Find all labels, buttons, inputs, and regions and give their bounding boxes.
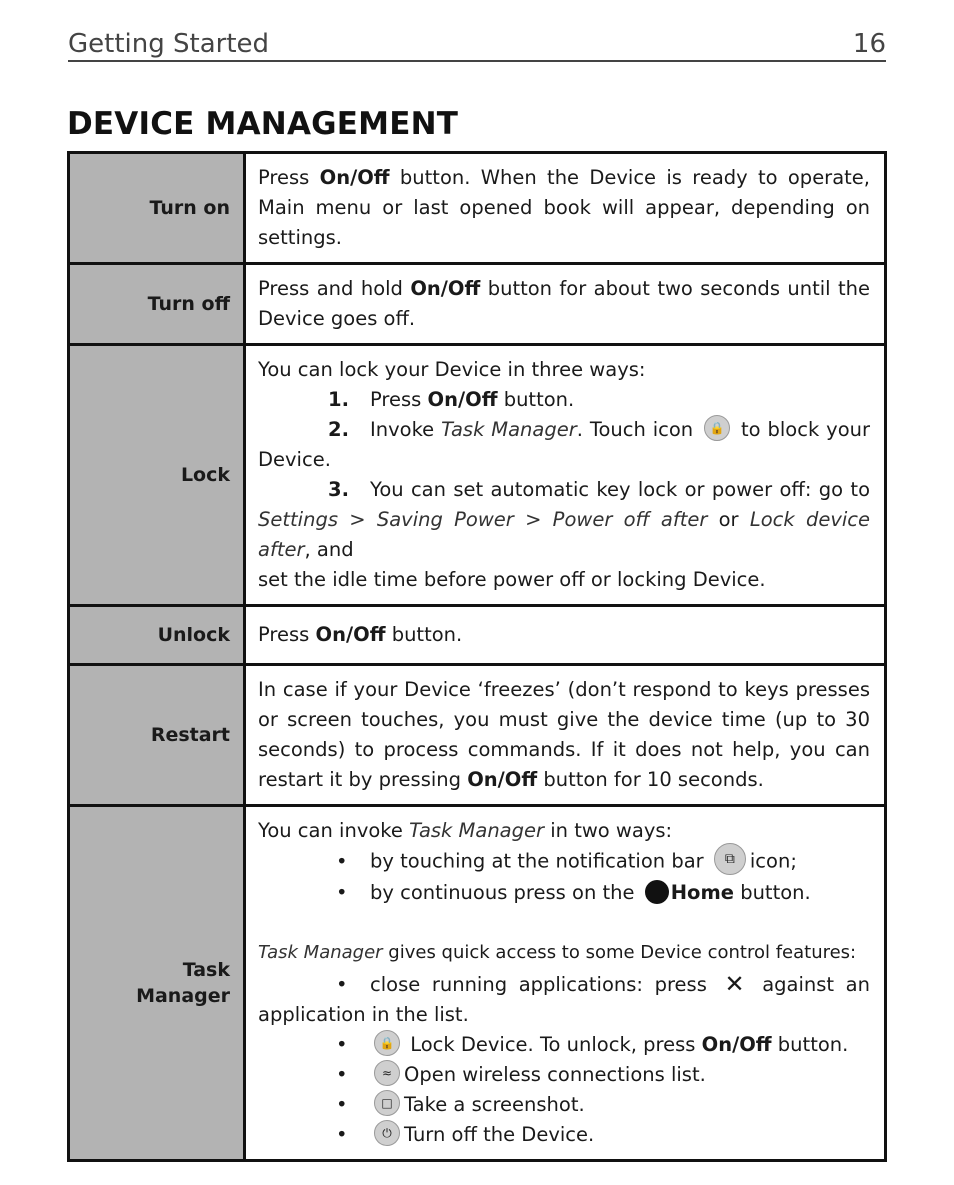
tm-feature-screenshot xyxy=(258,1090,870,1120)
text: . Touch icon xyxy=(576,418,694,441)
text: by touching at the notification bar xyxy=(370,849,704,873)
lock-step-3-cont: set the idle time before power off or locking Device. xyxy=(258,568,766,591)
row-label: Unlock xyxy=(69,606,245,665)
device-management-table xyxy=(67,151,887,1162)
bullet: • xyxy=(336,881,348,904)
onoff-term: On/Off xyxy=(315,623,386,646)
row-description xyxy=(245,806,886,1161)
tm-feature-close xyxy=(258,968,870,1000)
onoff-term: On/Off xyxy=(467,768,538,791)
text: button. xyxy=(497,388,575,411)
text: In case if your Device ‘freezes’ (don’t respond to keys presses or screen touches, you must give the device time (up to 30 seconds) to process commands. If it does not help, you can restart it by pressing xyxy=(258,678,870,791)
bullet: • xyxy=(336,1123,348,1146)
label-line: Task xyxy=(182,959,230,981)
row-description xyxy=(245,606,886,665)
text: in two ways: xyxy=(544,819,673,842)
wifi-icon: ≈ xyxy=(374,1060,400,1086)
table-row-turn-on xyxy=(69,153,886,264)
text: button. xyxy=(771,1033,849,1056)
tm-way-1 xyxy=(258,846,870,878)
tm-access xyxy=(258,938,870,968)
onoff-term: On/Off xyxy=(701,1033,772,1056)
onoff-term: On/Off xyxy=(319,166,390,189)
close-icon: ✕ xyxy=(724,970,745,998)
text: by continuous press on the xyxy=(370,881,635,904)
text: against an xyxy=(762,973,870,996)
bullet: • xyxy=(336,849,348,873)
row-description xyxy=(245,345,886,606)
step-number: 2. xyxy=(328,418,349,441)
row-label xyxy=(69,806,245,1161)
label-line: Manager xyxy=(136,985,230,1007)
text: Press xyxy=(258,166,320,189)
text: button for 10 seconds. xyxy=(537,768,764,791)
row-description xyxy=(245,264,886,345)
section-title: Getting Started xyxy=(68,29,270,59)
text: Open wireless connections list. xyxy=(404,1063,706,1086)
step-number: 3. xyxy=(328,478,349,501)
tm-feature-power xyxy=(258,1120,870,1150)
task-manager-term: Task Manager xyxy=(441,418,577,441)
text: button for about two seconds until the Device goes off. xyxy=(258,277,870,330)
page-title: DEVICE MANAGEMENT xyxy=(67,106,459,142)
tm-feature-close-cont: application in the list. xyxy=(258,1003,469,1026)
text: Press and hold xyxy=(258,277,411,300)
text: button. When the Device is ready to operate, Main menu or last opened book will appear, depending on settings. xyxy=(258,166,870,249)
task-manager-icon: ⧉ xyxy=(714,843,746,875)
bullet: • xyxy=(336,1063,348,1086)
text: You can set automatic key lock or power off: go to xyxy=(370,478,870,501)
lock-step-2 xyxy=(258,415,870,445)
lock-icon: 🔒 xyxy=(704,415,730,441)
text: gives quick access to some Device control features: xyxy=(382,942,857,963)
text: Press xyxy=(258,623,316,646)
home-button-icon xyxy=(645,880,669,904)
row-description xyxy=(245,153,886,264)
text: button. xyxy=(734,881,811,904)
lock-icon: 🔒 xyxy=(374,1030,400,1056)
spacer xyxy=(258,908,870,938)
row-description xyxy=(245,665,886,806)
text: Press xyxy=(370,388,428,411)
row-label: Turn on xyxy=(69,153,245,264)
screenshot-icon: □ xyxy=(374,1090,400,1116)
text: Take a screenshot. xyxy=(404,1093,585,1116)
task-manager-term: Task Manager xyxy=(409,819,545,842)
lock-step-3 xyxy=(258,475,870,505)
lock-step-3-path xyxy=(258,505,870,565)
text: , and xyxy=(304,538,354,561)
onoff-term: On/Off xyxy=(427,388,498,411)
text: You can invoke xyxy=(258,819,410,842)
tm-way-2 xyxy=(258,878,870,908)
onoff-term: On/Off xyxy=(410,277,481,300)
table-row-turn-off xyxy=(69,264,886,345)
settings-path: Lock device after xyxy=(258,508,870,561)
bullet: • xyxy=(336,1093,348,1116)
tm-feature-lock xyxy=(258,1030,870,1060)
text: or xyxy=(707,508,750,531)
row-label: Lock xyxy=(69,345,245,606)
table-row-restart xyxy=(69,665,886,806)
power-icon: ⏻ xyxy=(374,1120,400,1146)
text: Lock Device. To unlock, press xyxy=(404,1033,702,1056)
task-manager-term: Task Manager xyxy=(258,942,383,963)
text: close running applications: press xyxy=(370,973,707,996)
step-number: 1. xyxy=(328,388,349,411)
page-number: 16 xyxy=(852,29,886,59)
text: Invoke xyxy=(370,418,442,441)
table-row-task-manager xyxy=(69,806,886,1161)
home-term: Home xyxy=(670,881,734,904)
row-label: Turn off xyxy=(69,264,245,345)
lock-step-1 xyxy=(258,385,870,415)
row-label: Restart xyxy=(69,665,245,806)
bullet: • xyxy=(336,1033,348,1056)
text: to block your xyxy=(741,418,871,441)
bullet: • xyxy=(336,973,348,996)
settings-path: Settings > Saving Power > Power off after xyxy=(258,508,708,531)
table-row-unlock xyxy=(69,606,886,665)
page-header xyxy=(68,26,886,62)
table-row-lock xyxy=(69,345,886,606)
text: button. xyxy=(385,623,463,646)
tm-feature-wifi xyxy=(258,1060,870,1090)
text: icon; xyxy=(749,849,797,873)
text: Turn off the Device. xyxy=(404,1123,595,1146)
lock-intro: You can lock your Device in three ways: xyxy=(258,358,646,381)
lock-step-2-cont: Device. xyxy=(258,448,331,471)
tm-intro xyxy=(258,816,870,846)
